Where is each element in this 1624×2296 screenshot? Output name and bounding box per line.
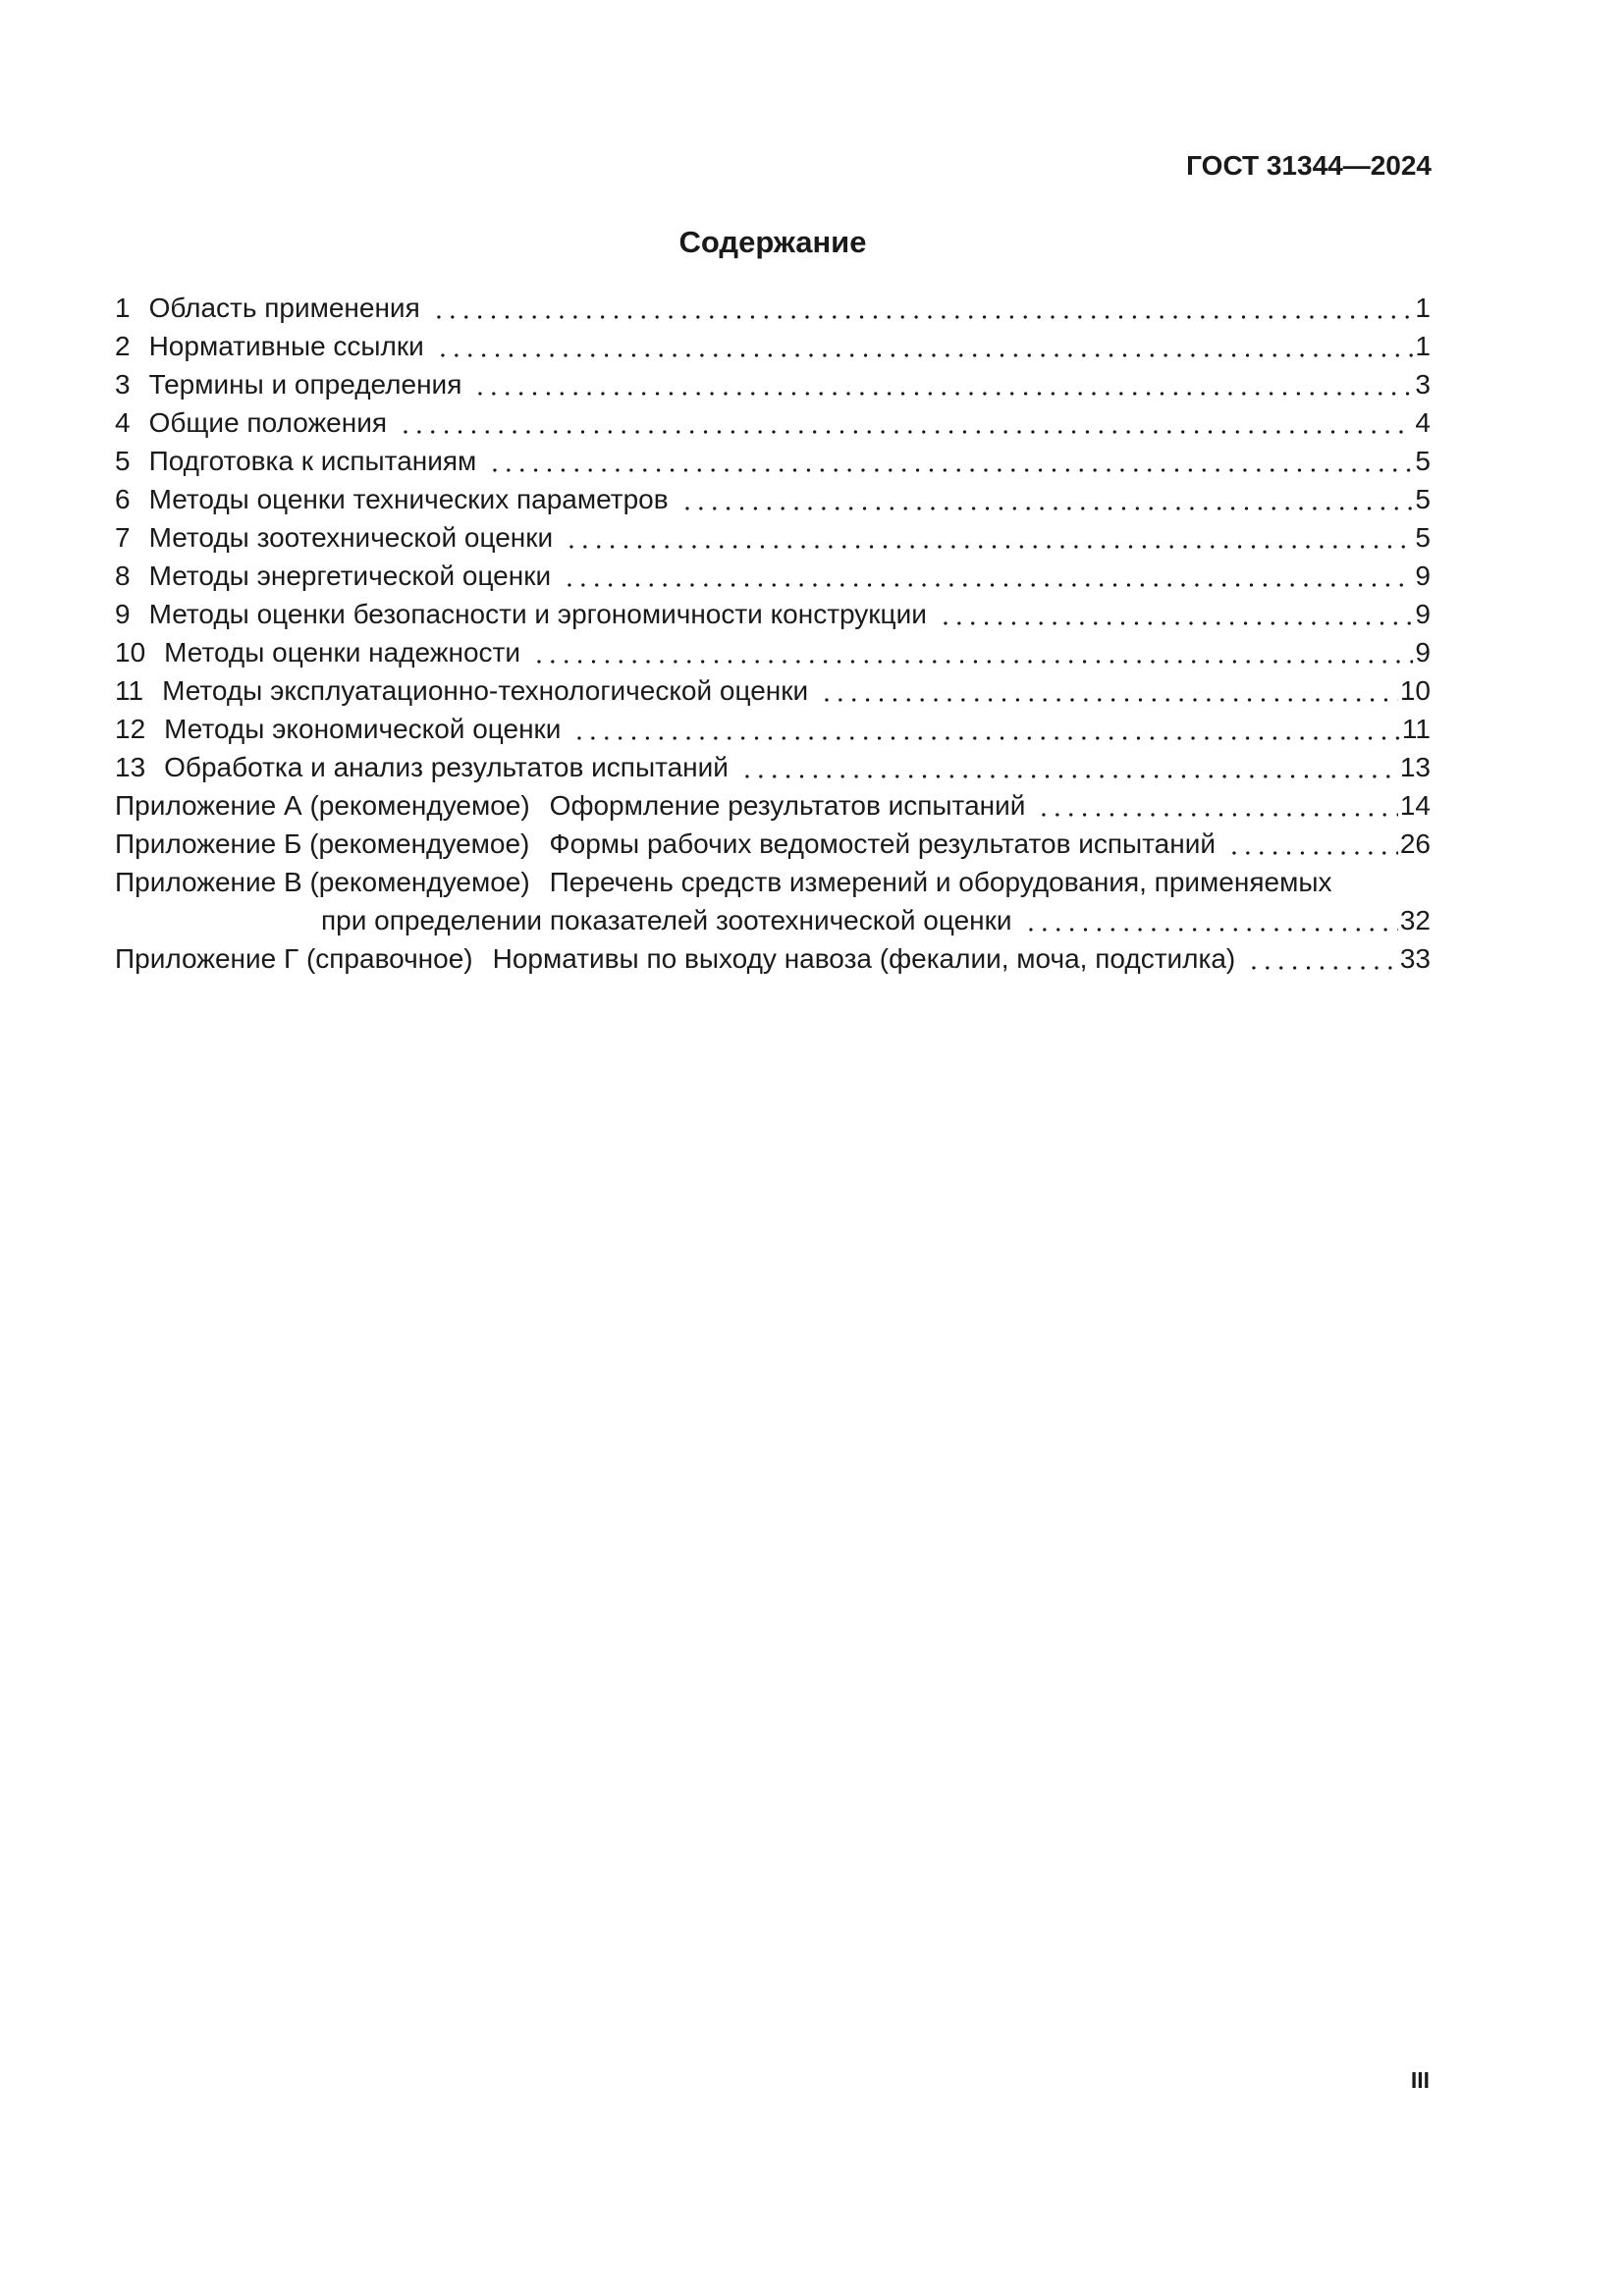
toc-entry-continuation: [115, 901, 1431, 939]
toc-entry-number: 6: [115, 484, 131, 514]
toc-entry-number: 3: [115, 369, 131, 400]
toc-page-number: 10: [1399, 675, 1431, 706]
toc-entry: [115, 939, 1431, 978]
toc-entry-number: 9: [115, 599, 131, 629]
toc-leader-dots: [569, 710, 1399, 748]
toc-page-number: 33: [1399, 943, 1431, 974]
toc-page-number: 14: [1399, 790, 1431, 821]
toc-entry-label: Приложение Б (рекомендуемое): [115, 828, 530, 859]
toc-entry-title: Методы оценки безопасности и эргономичности конструкции: [148, 599, 927, 629]
document-code: ГОСТ 31344—2024: [1186, 150, 1432, 181]
toc-entry: [115, 863, 1431, 901]
toc-entry: [115, 480, 1431, 518]
toc-leader-dots: [433, 327, 1414, 365]
toc-leader-dots: [562, 518, 1413, 557]
toc-leader-dots: [1021, 901, 1398, 939]
toc-entry-number: 8: [115, 561, 131, 591]
page-number: III: [1410, 2067, 1430, 2093]
toc-page-number: 9: [1415, 637, 1431, 667]
toc-page-number: 13: [1399, 752, 1431, 782]
toc-entry-title: Методы эксплуатационно-технологической оценки: [162, 675, 809, 706]
toc-leader-dots: [737, 748, 1398, 786]
toc-entry-number: 4: [115, 407, 131, 438]
toc-entry-number: 2: [115, 331, 131, 361]
toc-leader-dots: [396, 403, 1413, 442]
page-title: Содержание: [678, 225, 867, 259]
toc-page-number: 32: [1399, 905, 1431, 935]
toc-page-number: 5: [1415, 522, 1431, 553]
toc-entry: [115, 403, 1431, 442]
toc-entry-title: Подготовка к испытаниям: [148, 446, 477, 476]
toc-entry-title: Методы оценки надежности: [164, 637, 521, 667]
toc-leader-dots: [485, 442, 1413, 480]
toc-entry: [115, 825, 1431, 863]
toc-page-number: 9: [1415, 561, 1431, 591]
toc-entry-title: Обработка и анализ результатов испытаний: [164, 752, 729, 782]
toc-entry-number: 10: [115, 637, 146, 667]
toc-entry: [115, 786, 1431, 825]
toc-entry: [115, 518, 1431, 557]
toc-entry: [115, 633, 1431, 671]
toc-entry-label: Приложение В (рекомендуемое): [115, 867, 530, 897]
toc-entry: [115, 710, 1431, 748]
toc-entry: [115, 748, 1431, 786]
toc-entry-number: 11: [115, 675, 144, 706]
toc-entry: [115, 557, 1431, 595]
toc-entry: [115, 289, 1431, 327]
toc-entry-title: Нормативы по выходу навоза (фекалии, моча, подстилка): [492, 943, 1236, 974]
toc-leader-dots: [529, 633, 1413, 671]
toc-leader-dots: [1034, 786, 1397, 825]
toc-page-number: 4: [1415, 407, 1431, 438]
toc-leader-dots: [677, 480, 1414, 518]
toc-entry-title: Методы энергетической оценки: [148, 561, 552, 591]
toc-entry: [115, 365, 1431, 403]
toc-entry-number: 12: [115, 714, 146, 744]
toc-leader-dots: [1224, 825, 1398, 863]
toc-entry-title: Термины и определения: [148, 369, 462, 400]
toc-entry-title-continued: при определении показателей зоотехнической оценки: [321, 905, 1012, 935]
toc-entry-title: Методы зоотехнической оценки: [148, 522, 554, 553]
toc-page-number: 1: [1415, 293, 1431, 323]
toc-entry: [115, 595, 1431, 633]
toc-entry-number: 5: [115, 446, 131, 476]
toc-page-number: 5: [1415, 446, 1431, 476]
toc-entry: [115, 442, 1431, 480]
toc-leader-dots: [1244, 939, 1398, 978]
toc-entry-title: Методы экономической оценки: [164, 714, 562, 744]
toc-entry-title: Оформление результатов испытаний: [549, 790, 1026, 821]
toc-page-number: 3: [1415, 369, 1431, 400]
toc-page-number: 9: [1415, 599, 1431, 629]
toc-entry-title: Общие положения: [148, 407, 388, 438]
table-of-contents: [115, 289, 1431, 978]
toc-page-number: 5: [1415, 484, 1431, 514]
toc-page-number: 26: [1399, 828, 1431, 859]
toc-entry: [115, 327, 1431, 365]
toc-entry: [115, 671, 1431, 710]
toc-entry-number: 7: [115, 522, 131, 553]
toc-entry-number: 1: [115, 293, 131, 323]
toc-leader-dots: [560, 557, 1413, 595]
toc-leader-dots: [817, 671, 1398, 710]
toc-entry-number: 13: [115, 752, 146, 782]
toc-leader-dots: [936, 595, 1414, 633]
toc-entry-title: Формы рабочих ведомостей результатов испытаний: [549, 828, 1216, 859]
toc-leader-dots: [470, 365, 1413, 403]
toc-page-number: 11: [1401, 714, 1431, 744]
toc-entry-title: Область применения: [148, 293, 420, 323]
toc-entry-label: Приложение А (рекомендуемое): [115, 790, 530, 821]
toc-entry-title: Методы оценки технических параметров: [148, 484, 669, 514]
toc-leader-dots: [429, 289, 1414, 327]
toc-entry-label: Приложение Г (справочное): [115, 943, 473, 974]
toc-entry-title: Нормативные ссылки: [148, 331, 424, 361]
toc-entry-title: Перечень средств измерений и оборудования, применяемых: [549, 867, 1332, 897]
toc-page-number: 1: [1415, 331, 1431, 361]
